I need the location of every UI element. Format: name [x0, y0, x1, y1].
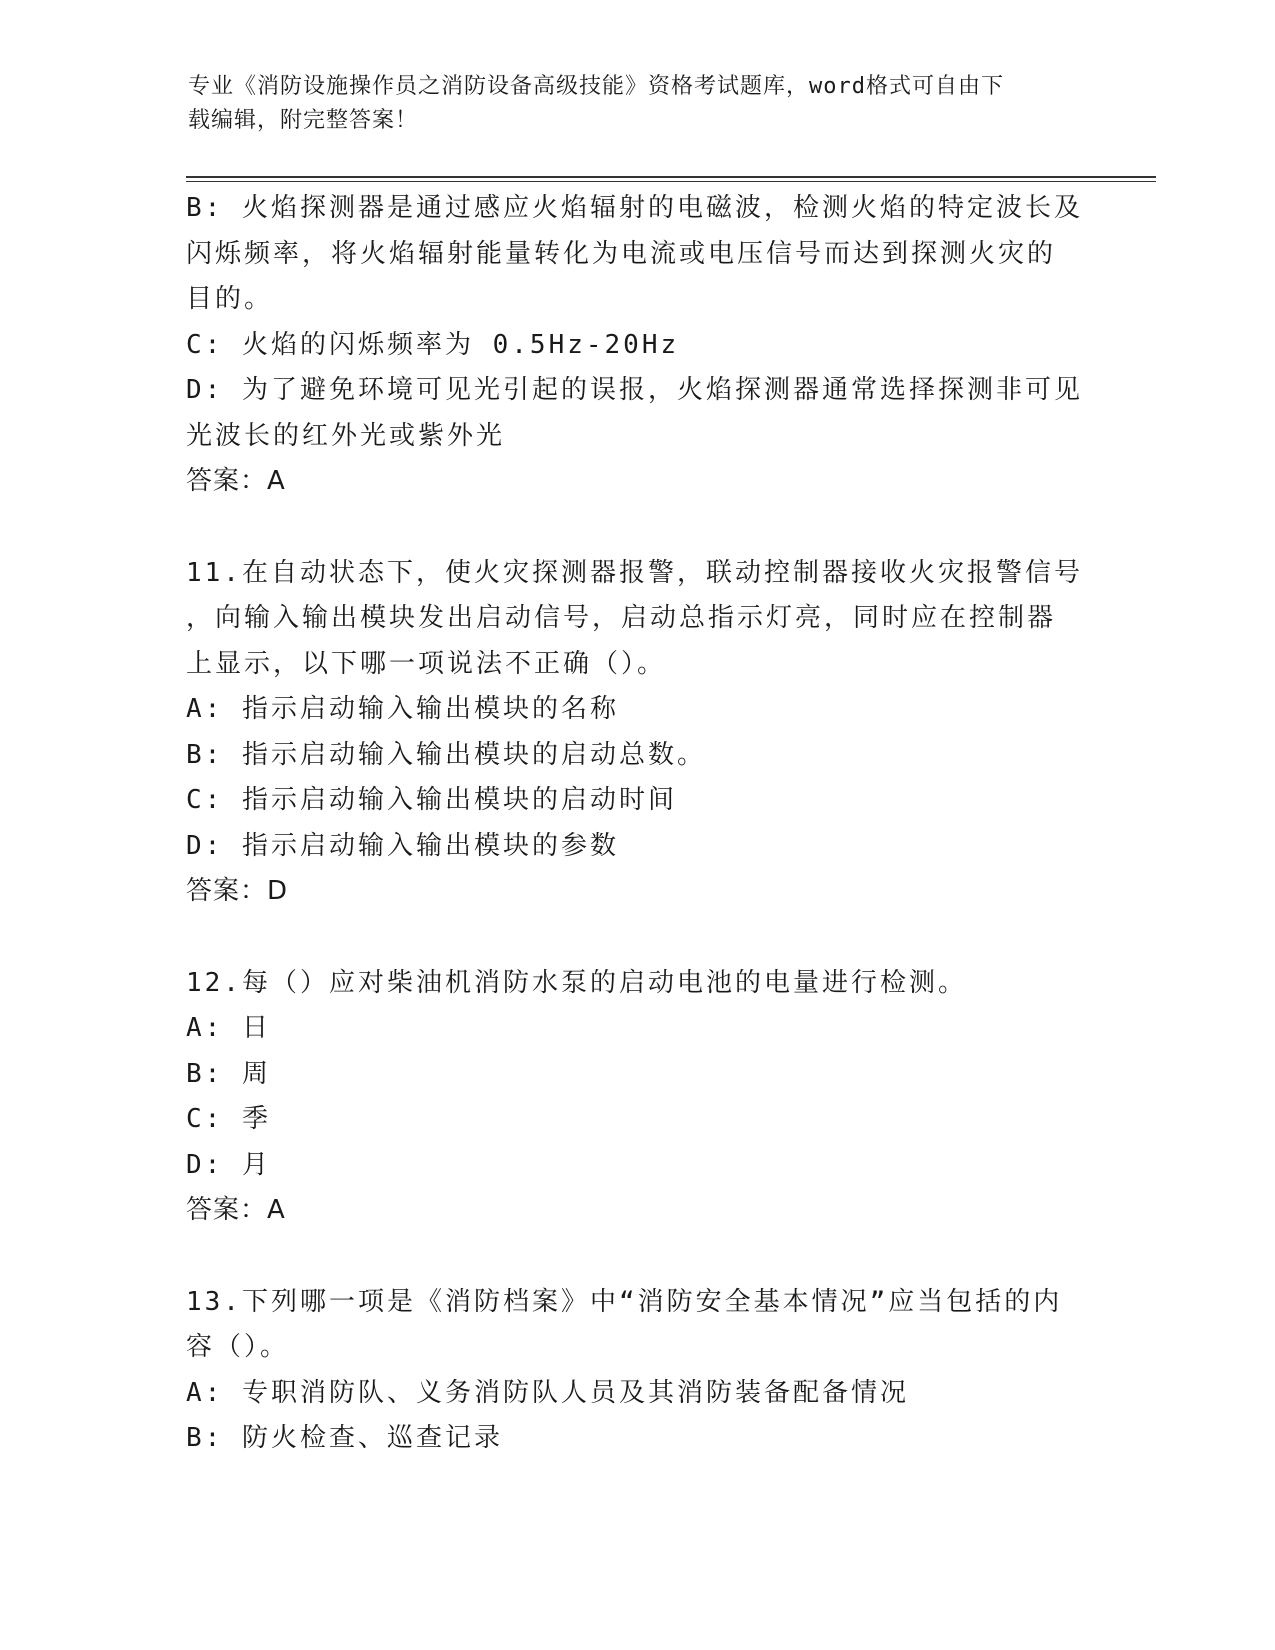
option-b: B: 周 — [186, 1058, 271, 1089]
question-stem-line-2: ，向输入输出模块发出启动信号，启动总指示灯亮，同时应在控制器 — [186, 603, 1057, 633]
option-a: A: 指示启动输入输出模块的名称 — [186, 694, 619, 724]
question-stem-line-1: 13.下列哪一项是《消防档案》中“消防安全基本情况”应当包括的内 — [186, 1286, 1063, 1317]
option-d: D: 月 — [186, 1149, 271, 1180]
question-list — [186, 186, 1086, 1462]
question-spacer — [186, 1234, 1086, 1280]
option-c: C: 火焰的闪烁频率为 0.5Hz-20Hz — [186, 329, 680, 360]
option-a: A: 日 — [186, 1013, 271, 1043]
option-b-line-2: 闪烁频率，将火焰辐射能量转化为电流或电压信号而达到探测火灾的 — [186, 238, 1057, 269]
option-d-line-2: 光波长的红外光或紫外光 — [186, 420, 506, 451]
option-c: C: 季 — [186, 1104, 271, 1134]
option-b-line-3: 目的。 — [186, 284, 274, 314]
answer-label: 答案：D — [186, 876, 289, 906]
answer-label: 答案：A — [186, 1195, 286, 1225]
option-b-line-1: B: 火焰探测器是通过感应火焰辐射的电磁波，检测火焰的特定波长及 — [186, 193, 1083, 223]
answer-label: 答案：A — [186, 466, 286, 496]
page-header — [188, 70, 1068, 138]
option-c: C: 指示启动输入输出模块的启动时间 — [186, 785, 677, 815]
question-stem-line-2: 容（）。 — [186, 1332, 290, 1362]
question-stem-line-1: 11.在自动状态下，使火灾探测器报警，联动控制器接收火灾报警信号 — [186, 557, 1083, 588]
option-d: D: 指示启动输入输出模块的参数 — [186, 830, 619, 861]
question-11 — [186, 551, 1086, 915]
option-b: B: 指示启动输入输出模块的启动总数。 — [186, 739, 706, 770]
question-13 — [186, 1280, 1086, 1462]
question-stem-line-3: 上显示，以下哪一项说法不正确（）。 — [186, 648, 667, 679]
option-a: A: 专职消防队、义务消防队人员及其消防装备配备情况 — [186, 1377, 909, 1408]
question-10-continued — [186, 186, 1086, 505]
option-d-line-1: D: 为了避免环境可见光引起的误报，火焰探测器通常选择探测非可见 — [186, 375, 1083, 405]
header-title-line-2: 载编辑，附完整答案！ — [188, 108, 419, 133]
question-spacer — [186, 505, 1086, 551]
question-stem: 12.每（）应对柴油机消防水泵的启动电池的电量进行检测。 — [186, 967, 967, 998]
option-b: B: 防火检查、巡查记录 — [186, 1423, 503, 1453]
question-12 — [186, 961, 1086, 1234]
header-title-line-1: 专业《消防设施操作员之消防设备高级技能》资格考试题库，word格式可自由下 — [188, 74, 1004, 99]
header-divider — [186, 176, 1156, 182]
question-spacer — [186, 915, 1086, 961]
